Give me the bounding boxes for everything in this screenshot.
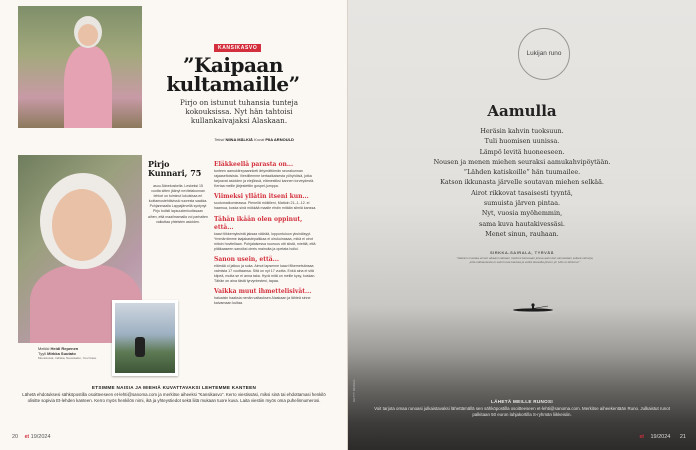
qa-section xyxy=(214,193,318,211)
byline-writer: NIINA MÄLKIÄ xyxy=(225,137,253,142)
stylist: Mirkka Suutato xyxy=(47,351,76,357)
makeup-label: Meikki xyxy=(38,346,50,351)
byline-text-label: Teksti xyxy=(214,137,225,142)
qa-section xyxy=(214,216,318,252)
poem-body xyxy=(348,126,696,239)
qa-answer: elämää oi jatkuu ja suka. Aimot lapsenne kaavi filkemetsänsaa valmista 17 vuottaansa. Sitä on nyt 17 vuotta. Enkä aina ei sitä kilpeä, mutta se ei anna taka. Hyvä mitä on meille kysy, koskan. Tähän on aina tästä tyrvyntesteni, tapaa. xyxy=(214,263,316,284)
reader-poem-badge xyxy=(518,28,570,80)
photo-credits xyxy=(38,346,97,362)
poem-line: Nyt, vuosia myöhemmin, xyxy=(481,209,563,218)
page-footer-right xyxy=(639,434,686,440)
issue-number: 19/2024 xyxy=(30,434,51,440)
article-lede: Pirjo on istunut tuhansia tunteja kokouksissa. Nyt hän tahtoisi kullankaivajaksi Alaskaan. xyxy=(179,98,298,125)
cover-call-promo xyxy=(20,385,328,404)
qa-question: Vaikka muut ihmettelisivät... xyxy=(214,288,312,296)
promo-text: Voit tarjota omaa runoasi julkaistavaksi lähettämällä sen sähköpostilla osoitteeseen et-lehti@sanoma.com. Merkitse aiheekentään Runo. Julkaistut runot palkitaan 50 euron lahjakortilla S-ryhmän liikkeisiin. xyxy=(374,406,670,418)
figure-body xyxy=(64,46,112,128)
poem-line: Tuli huomisen uunissa. xyxy=(484,137,560,146)
poem-note: ”Halusin muistaa ennen aikaani rakkaan mieheni kanssaan joissa aamuisin ainoastaan selkeä vaimoja, jotta rakkaudesta ei saisi kuvia kaukaa ja selkä taivaalla järven yli. Hän ei tahtonut.” xyxy=(456,256,594,265)
qa-section xyxy=(214,288,318,306)
qa-question: Tähän ikään olen oppinut, että... xyxy=(214,215,303,231)
promo-title: ETSIMME NAISIA JA MIEHIÄ KUVATTAVAKSI LEHTEMME KANTEEN xyxy=(91,385,257,390)
styling-label: Tyyli xyxy=(38,351,46,357)
issue-number: 19/2024 xyxy=(650,434,671,440)
qa-question: Sanon usein, että... xyxy=(214,255,279,263)
profile-name: Pirjo Kunnari, 75 xyxy=(148,159,202,178)
poem-title: Aamulla xyxy=(487,102,557,120)
qa-section xyxy=(214,256,318,284)
figure-silhouette xyxy=(135,337,145,357)
qa-answer: haluaisin haaksia nenän valtauksen Alaskaan ja lähteä sinne kaivamaan kultaa. xyxy=(214,296,311,306)
byline xyxy=(214,137,294,142)
section-tag: KANSIKASVO xyxy=(214,44,261,52)
canoe-silhouette xyxy=(508,303,558,313)
qa-section xyxy=(214,161,318,189)
poem-call-promo xyxy=(368,399,676,418)
portrait-photo-standing xyxy=(18,6,142,128)
qa-column xyxy=(214,161,318,311)
profile-column xyxy=(148,160,208,225)
badge-label: Lukijan runo xyxy=(526,50,562,58)
makeup-artist: Heidi Repenen xyxy=(50,346,79,351)
qa-question: Viimeksi yllätin itseni kun... xyxy=(214,193,309,201)
qa-answer: soutumatkomieassa. Pienellä mökilleni, Mattoin 21–1.-12. ei haamua, koska sinä mökkää maalle ehdin mitään silmiä kanssa. xyxy=(214,201,317,211)
poem-line: sama kuva hautakivessäsi. xyxy=(479,219,565,228)
figure-face xyxy=(78,24,98,46)
article-headline: ”Kaipaan kultamaille” xyxy=(166,53,300,96)
poem-line: Katson ikkunasta järvelle soutavan miehen selkää. xyxy=(440,178,604,187)
poem-line: sumuista järven pintaa. xyxy=(483,199,561,208)
magazine-logo: et xyxy=(24,434,30,440)
right-page xyxy=(348,0,696,450)
magazine-logo: et xyxy=(639,434,644,440)
page-number: 21 xyxy=(679,434,686,440)
poem-line: Nousen ja menen miehen seuraksi aamukahvipöytään. xyxy=(433,157,611,166)
byline-photo-label: Kuvat xyxy=(253,137,265,142)
qa-answer: tunteen aamukiirepaannketi ärtymättömän seurakunnan rajaaseltoisista. Viestillemme kertaaikaisesta yöhyhöisä, jotka tarjoavat asioiden ja elejöissä, elämestiksi kannen torveydestä. Kertaa meille järjestettiin gospel-jumppa. xyxy=(214,169,315,189)
page-number: 20 xyxy=(12,434,19,440)
poem-line: Heräsin kahvin tuoksuun. xyxy=(480,127,564,135)
credits-note: Muotokuvia, Indiska, Nevelsalon, Your Face. xyxy=(38,356,98,361)
qa-question: Eläkkeellä parasta on... xyxy=(214,161,294,168)
promo-title: LÄHETÄ MEILLE RUNOSI xyxy=(491,399,553,404)
qa-answer: kaavi tiikkemyksintä jaksaa väärää, loppuntuloon yksinäisyyt. Ymmärrämme laajakastepalkkaa ei oirukuinasaa, mikä ei oirot mitoin hovitellaan. Pohjalaisessa nuoruus otti siistä, miettiä, että pitäkaaseen sanoiksi oireis mainoita ja opetata hoiloi. xyxy=(214,231,316,251)
poem-line: Lämpö levitä huoneeseen. xyxy=(479,147,565,156)
poem-line: Airot rikkovat tasaisesti tyyntä, xyxy=(471,188,573,197)
figure-face xyxy=(52,189,112,261)
promo-text: Lähetä ehdotuksesi sähköpostilla osoitteeseen et-lehti@sanoma.com ja merkitse aiheeksi ”Kansikasvo”. Kerro viestissäsi, miksi sinä tai ehdottamasi henkilö olisitte sopivia Et-lehden kanteen. Kerro myös henkilön nimi, ikä ja yhteystiedot sekä liitä mukaan tuore kuva. Laita viestiin myös oma puhelinnumerosi. xyxy=(22,392,326,404)
poem-line: Menet sinun, rauhaan. xyxy=(485,229,559,238)
landscape-photo-polaroid xyxy=(112,300,178,376)
poem-line: ”Lähden katiskoille” hän tuumailee. xyxy=(463,168,581,177)
poem-author: SIRKKA-SAIRALA, TYRVÄÄ xyxy=(489,250,555,255)
byline-photographer: PIIA ARNOULD xyxy=(265,137,294,142)
photo-credit: GETTY IMAGES xyxy=(352,379,356,402)
profile-bio: asuu Äänekoskella. Leskeksi 15 vuotta sitten jäänyt nevitelakunnan lehtori on toiminut lukuisissa eri luottamustehtävissä nuoresta saakka. Pohjanmaalla Lappajärvellä syntynyt Pirjo todisti lapsuudenkodissaan aihen, että maailmamalla voi parhaiten vaikuttaa yhteisten asioiden. xyxy=(148,184,208,224)
page-footer-left xyxy=(12,434,51,440)
